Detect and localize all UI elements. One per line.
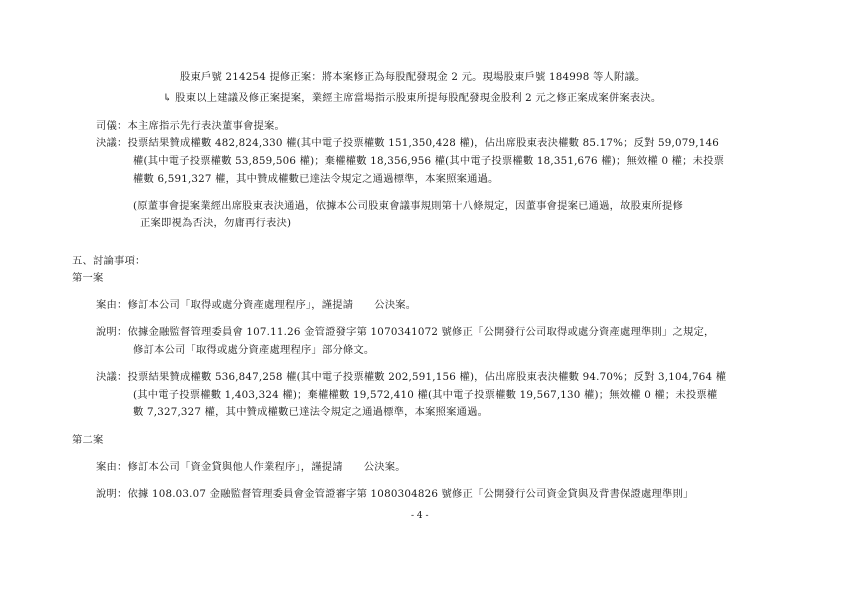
case-1-explain-line-2: 修訂本公司「取得或處分資產處理程序」部分條文。 xyxy=(133,344,375,356)
resolution-line-3: 權數 6,591,327 權，其中贊成權數已達法令規定之通過標準，本案照案通過。 xyxy=(133,173,499,185)
chair-line: 司儀：本主席指示先行表決董事會提案。 xyxy=(96,120,285,132)
case-1-resolution-line-3: 數 7,327,327 權，其中贊成權數已達法令規定之通過標準，本案照案通過。 xyxy=(133,406,489,418)
resolution-line-2: 權(其中電子投票權數 53,859,506 權)；棄權權數 18,356,956 權(其中電子投票權數 18,351,676 權)；無效權 0 權；未投票 xyxy=(133,155,725,167)
resolution-line-1: 決議：投票結果贊成權數 482,824,330 權(其中電子投票權數 151,350,428 權)，佔出席股東表決權數 85.17%；反對 59,079,146 xyxy=(96,137,719,149)
page-number: - 4 - xyxy=(411,511,429,521)
section-title: 五、討論事項： xyxy=(72,255,146,267)
intro-line-2: ↳ 股東以上建議及修正案提案，業經主席當場指示股東所提每股配發現金股利 2 元之修正案成案併案表決。 xyxy=(163,92,662,104)
note-line-1: (原董事會提案業經出席股東表決通過，依據本公司股東會議事規則第十八條規定，因董事會提案已通過，故股東所提修 xyxy=(133,200,684,212)
case-2-explain-line-1: 說明：依據 108.03.07 金融監督管理委員會金管證審字第 1080304826 號修正「公開發行公司資金貸與及背書保證處理準則」 xyxy=(96,488,694,500)
case-2-title: 第二案 xyxy=(72,434,104,446)
case-1-explain-line-1: 說明：依據金融監督管理委員會 107.11.26 金管證發字第 1070341072 號修正「公開發行公司取得或處分資產處理準則」之規定， xyxy=(96,326,715,338)
note-line-2: 正案即視為否決，勿庸再行表決) xyxy=(140,217,292,229)
intro-line-1: 股東戶號 214254 提修正案：將本案修正為每股配發現金 2 元。現場股東戶號 184998 等人附議。 xyxy=(180,71,646,83)
case-2-cause: 案由：修訂本公司「資金貸與他人作業程序」，謹提請 公決案。 xyxy=(96,461,406,473)
case-1-resolution-line-1: 決議：投票結果贊成權數 536,847,258 權(其中電子投票權數 202,591,156 權)，佔出席股東表決權數 94.70%；反對 3,104,764 權 xyxy=(96,371,727,383)
case-1-resolution-line-2: (其中電子投票權數 1,403,324 權)；棄權權數 19,572,410 權(其中電子投票權數 19,567,130 權)；無效權 0 權；未投票權 xyxy=(133,389,718,401)
case-1-cause: 案由：修訂本公司「取得或處分資產處理程序」，謹提請 公決案。 xyxy=(96,299,417,311)
case-1-title: 第一案 xyxy=(72,272,104,284)
